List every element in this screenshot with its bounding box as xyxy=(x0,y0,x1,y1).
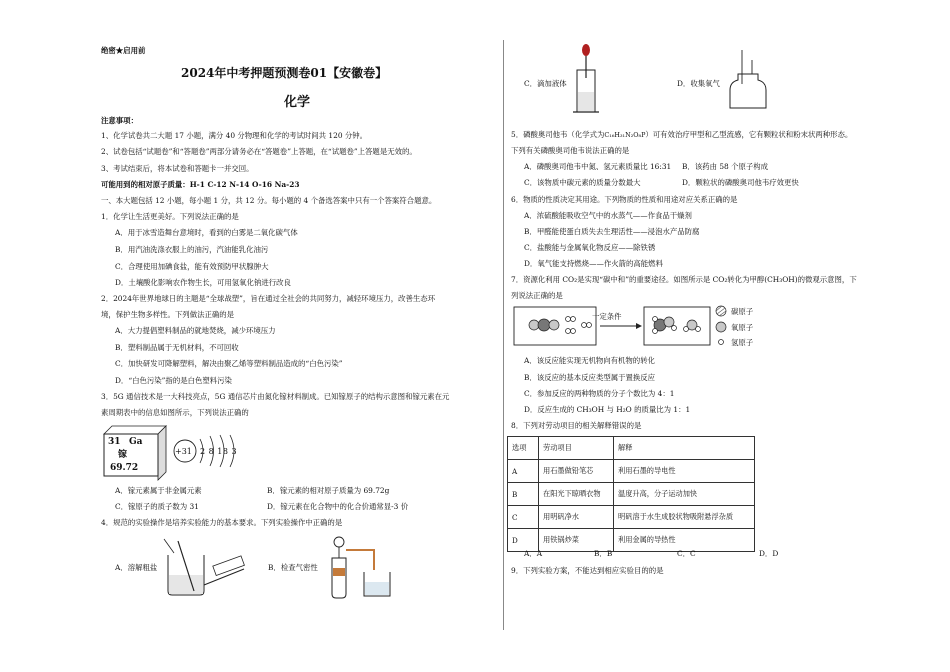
q1-option-b: B．用汽油洗涤衣服上的油污，汽油能乳化油污 xyxy=(115,245,269,254)
q5-option-c: C．该物质中碳元素的质量分数最大 xyxy=(524,178,641,187)
q9-stem: 9．下列实验方案，不能达到相应实验目的的是 xyxy=(511,566,664,575)
table-row xyxy=(508,460,755,483)
table-header-cell: 选项 xyxy=(508,437,539,460)
q6-option-d: D．氧气能支持燃烧——作火箭的高能燃料 xyxy=(524,259,663,268)
q7-option-b: B．该反应的基本反应类型属于置换反应 xyxy=(524,373,656,382)
table-cell: A xyxy=(508,460,539,483)
element-symbol: Ga xyxy=(129,437,143,447)
q7-option-c: C．参加反应的两种物质的分子个数比为 4：1 xyxy=(524,389,675,398)
q5-option-a: A．磷酸奥司他韦中氮、氢元素质量比 16:31 xyxy=(524,162,672,171)
q2-option-a: A．大力提倡塑料制品的就地焚烧，减少环境压力 xyxy=(115,326,276,335)
q3-stem-line2: 素周期表中的信息如图所示，下列说法正确的 xyxy=(101,408,249,417)
table-cell: 利用金属的导热性 xyxy=(614,529,755,552)
q8-option-d: D．D xyxy=(759,549,779,558)
table-row xyxy=(508,506,755,529)
note-1: 1、化学试卷共二大题 17 小题，满分 40 分物理和化学的考试时间共 120 分钟。 xyxy=(101,131,368,140)
legend-oxygen: 氧原子 xyxy=(731,323,754,332)
collect-oxygen-figure xyxy=(728,48,768,112)
atom-nucleus: +31 xyxy=(175,447,192,456)
q5-formula: C₁₆H₃₁N₂O₈P xyxy=(604,131,646,139)
q4-option-d: D．收集氧气 xyxy=(677,79,720,88)
secret-label: 绝密★启用前 xyxy=(101,46,146,55)
q5-stem-line1: 5．磷酸奥司他韦（化学式为C₁₆H₃₁N₂O₈P）可有效治疗甲型和乙型流感，它有颗粒状和粉末状两种形态。 xyxy=(511,130,853,139)
gas-tightness-figure xyxy=(322,528,394,600)
q1-option-c: C．合理使用加碘食盐，能有效预防甲状腺肿大 xyxy=(115,262,269,271)
subject-title: 化学 xyxy=(284,95,311,110)
q3-option-d: D．镓元素在化合物中的化合价通常显-3 价 xyxy=(267,502,409,511)
table-cell: D xyxy=(508,529,539,552)
q4-option-c: C．滴加液体 xyxy=(524,79,567,88)
note-3: 3、考试结束后，将本试卷和答题卡一并交回。 xyxy=(101,164,254,173)
q6-option-a: A．浓硫酸能吸收空气中的水蒸气——作食品干燥剂 xyxy=(524,211,692,220)
paper-title: 2024年中考押题预测卷01【安徽卷】 xyxy=(181,66,388,80)
q6-stem: 6．物质的性质决定其用途。下列物质的性质和用途对应关系正确的是 xyxy=(511,195,738,204)
column-divider xyxy=(503,40,504,630)
q8-option-b: B．B xyxy=(594,549,613,558)
q2-stem-line1: 2．2024年世界地球日的主题是“全球战塑”，旨在通过全社会的共同努力，减轻环境压力，改善生态环 xyxy=(101,294,436,303)
q1-option-a: A．用于冰雪造舞台意境时，看到的白雾是二氧化碳气体 xyxy=(115,228,298,237)
table-header-row xyxy=(508,437,755,460)
q2-option-b: B．塑料制品属于无机材料，不可回收 xyxy=(115,343,239,352)
q8-option-a: A．A xyxy=(524,549,543,558)
table-cell: 用铁锅炒菜 xyxy=(539,529,614,552)
table-cell: C xyxy=(508,506,539,529)
element-name: 镓 xyxy=(118,450,128,460)
q4-option-a: A．溶解粗盐 xyxy=(115,563,158,572)
table-row xyxy=(508,483,755,506)
table-cell: 用明矾净水 xyxy=(539,506,614,529)
table-cell: 用石墨做铅笔芯 xyxy=(539,460,614,483)
q1-stem: 1．化学让生活更美好。下列说法正确的是 xyxy=(101,212,239,221)
q5-option-d: D．颗粒状的磷酸奥司他韦疗效更快 xyxy=(682,178,799,187)
atomic-masses: 可能用到的相对原子质量：H-1 C-12 N-14 O-16 Na-23 xyxy=(101,180,300,189)
q6-option-b: B．甲醛能使蛋白质失去生理活性——浸泡水产品防腐 xyxy=(524,227,700,236)
q5-stem-line2: 下列有关磷酸奥司他韦说法正确的是 xyxy=(511,146,630,155)
table-header-cell: 解释 xyxy=(614,437,755,460)
atom-legend-symbols xyxy=(714,305,728,349)
q3-stem-line1: 3．5G 通信技术是一大科技亮点，5G 通信芯片由氮化镓材料制成。已知镓原子的结构示意图和镓元素在元 xyxy=(101,392,450,401)
dropping-liquid-figure xyxy=(569,42,603,116)
table-cell: 在阳光下晾晒衣物 xyxy=(539,483,614,506)
table-cell: 利用石墨的导电性 xyxy=(614,460,755,483)
legend-hydrogen: 氢原子 xyxy=(731,338,754,347)
table-cell: 温度升高，分子运动加快 xyxy=(614,483,755,506)
q4-option-b: B．检查气密性 xyxy=(268,563,318,572)
reaction-condition: 一定条件 xyxy=(592,312,622,321)
q6-option-c: C．盐酸能与金属氧化物反应——除铁锈 xyxy=(524,243,656,252)
q7-stem-line2: 列说法正确的是 xyxy=(511,291,563,300)
element-mass: 69.72 xyxy=(110,463,139,473)
q7-stem-line1: 7．资源化利用 CO₂是实现“碳中和”的重要途径。如图所示是 CO₂转化为甲醇(CH₃OH)的微观示意图，下 xyxy=(511,275,857,284)
q3-option-b: B．镓元素的相对原子质量为 69.72g xyxy=(267,486,390,495)
q2-option-d: D．“白色污染”指的是白色塑料污染 xyxy=(115,376,232,385)
atom-shells: 2 8 18 3 xyxy=(200,447,238,456)
element-number: 31 xyxy=(108,437,121,447)
q7-option-a: A．该反应能实现无机物向有机物的转化 xyxy=(524,356,655,365)
table-row xyxy=(508,529,755,552)
section-1-instructions: 一、本大题包括 12 小题，每小题 1 分，共 12 分。每小题的 4 个备选答案中只有一个答案符合题意。 xyxy=(101,196,437,205)
q8-option-c: C．C xyxy=(677,549,696,558)
q8-stem: 8．下列对劳动项目的相关解释错误的是 xyxy=(511,421,642,430)
table-header-cell: 劳动项目 xyxy=(539,437,614,460)
q3-option-c: C．镓原子的质子数为 31 xyxy=(115,502,199,511)
dissolving-salt-figure xyxy=(158,535,246,597)
q2-stem-line2: 境，保护生物多样性。下列做法正确的是 xyxy=(101,310,235,319)
note-2: 2、试卷包括“试题卷”和“答题卷”两部分请务必在“答题卷”上答题，在“试题卷”上答题是无效的。 xyxy=(101,147,417,156)
table-cell: 明矾溶于水生成胶状物吸附悬浮杂质 xyxy=(614,506,755,529)
q8-table xyxy=(507,436,755,552)
notes-heading: 注意事项： xyxy=(101,116,138,125)
q2-option-c: C．加快研发可降解塑料，解决由聚乙烯等塑料制品造成的“白色污染” xyxy=(115,359,343,368)
legend-carbon: 碳原子 xyxy=(731,307,754,316)
q3-option-a: A．镓元素属于非金属元素 xyxy=(115,486,202,495)
q7-option-d: D．反应生成的 CH₃OH 与 H₂O 的质量比为 1：1 xyxy=(524,405,691,414)
q4-stem: 4．规范的实验操作是培养实验能力的基本要求。下列实验操作中正确的是 xyxy=(101,518,343,527)
q5-option-b: B．该药由 58 个原子构成 xyxy=(682,162,769,171)
q1-option-d: D．土壤酸化影响农作物生长，可用氢氧化钠进行改良 xyxy=(115,278,291,287)
table-cell: B xyxy=(508,483,539,506)
